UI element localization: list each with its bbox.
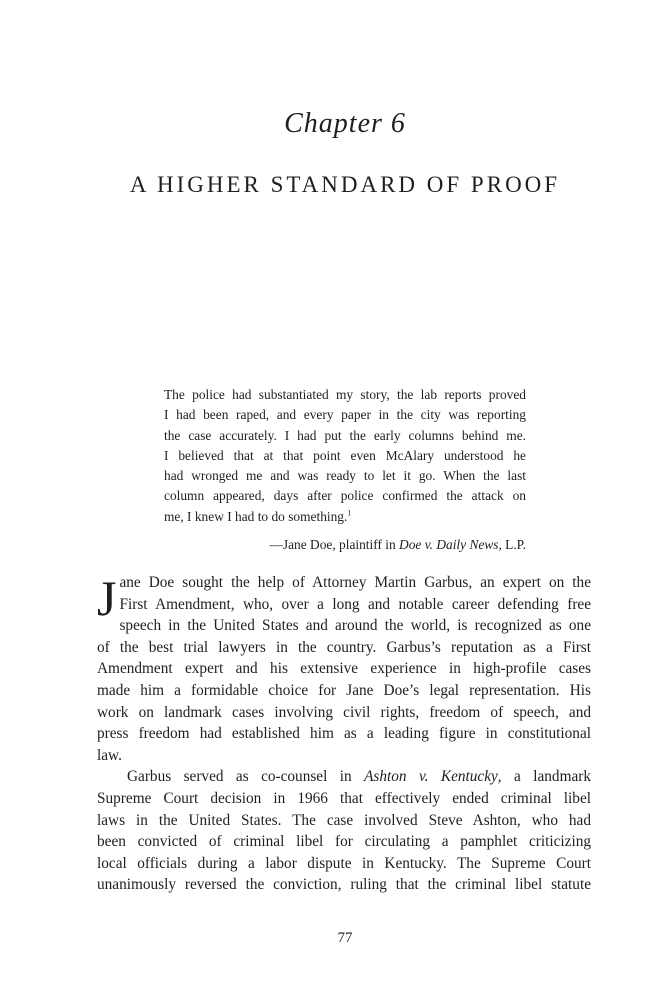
body-line: of the best trial lawyers in the country. Garbus’s reputation as a First xyxy=(97,638,591,656)
body-line: work on landmark cases involving civil rights, freedom of speech, and xyxy=(97,703,591,721)
body-line: law. xyxy=(97,746,122,764)
body-paragraph-1 xyxy=(97,572,591,766)
body-line: been convicted of criminal libel for circulating a pamphlet criticizing xyxy=(97,833,591,851)
body-line: laws in the United States. The case involved Steve Ashton, who had xyxy=(97,811,591,829)
epigraph-line: The police had substantiated my story, the lab reports proved xyxy=(164,387,526,402)
body-line: First Amendment, who, over a long and notable career defending free xyxy=(119,595,591,613)
body-line: made him a formidable choice for Jane Doe’s legal representation. His xyxy=(97,681,591,699)
body-line: local officials during a labor dispute in Kentucky. The Supreme Court xyxy=(97,854,591,872)
attribution-case-name: Doe v. Daily News, xyxy=(399,537,502,553)
epigraph-line: column appeared, days after police confirmed the attack on xyxy=(164,488,526,504)
epigraph-attribution xyxy=(164,535,526,555)
epigraph-quote xyxy=(164,385,526,527)
chapter-body xyxy=(97,572,591,896)
body-line: Amendment expert and his extensive experience in high-profile cases xyxy=(97,660,591,678)
epigraph-line: the case accurately. I had put the early columns behind me. xyxy=(164,427,526,443)
body-line-text: Garbus served as co-counsel in xyxy=(127,768,365,786)
body-line: unanimously reversed the conviction, ruling that the criminal libel statute xyxy=(97,876,591,894)
body-line: Supreme Court decision in 1966 that effectively ended criminal libel xyxy=(97,789,591,807)
body-line: speech in the United States and around the world, is recognized as one xyxy=(119,617,591,635)
body-line-text: , a landmark xyxy=(497,768,592,786)
epigraph-line: I had been raped, and every paper in the city was reporting xyxy=(164,407,526,423)
body-line xyxy=(97,766,591,788)
page-number: 77 xyxy=(337,930,353,946)
case-name: Ashton v. Kentucky xyxy=(364,768,498,786)
footnote-marker[interactable]: 1 xyxy=(347,508,352,518)
epigraph-last-line xyxy=(164,507,526,527)
attribution-prefix: —Jane Doe, plaintiff in xyxy=(269,537,400,553)
epigraph-line: had wronged me and was ready to let it go. When the last xyxy=(164,468,526,484)
attribution-suffix: L.P. xyxy=(501,537,526,553)
epigraph xyxy=(164,385,526,555)
body-line: press freedom had established him as a leading figure in constitutional xyxy=(97,725,591,743)
body-line: ane Doe sought the help of Attorney Martin Garbus, an expert on the xyxy=(119,574,591,591)
body-paragraph-2 xyxy=(97,766,591,896)
chapter-number: Chapter 6 xyxy=(284,108,406,139)
epigraph-line: I believed that at that point even McAlary understood he xyxy=(164,447,526,463)
drop-cap: J xyxy=(97,570,117,626)
epigraph-line-text: me, I knew I had to do something. xyxy=(164,508,348,524)
chapter-title: A HIGHER STANDARD OF PROOF xyxy=(129,172,561,197)
